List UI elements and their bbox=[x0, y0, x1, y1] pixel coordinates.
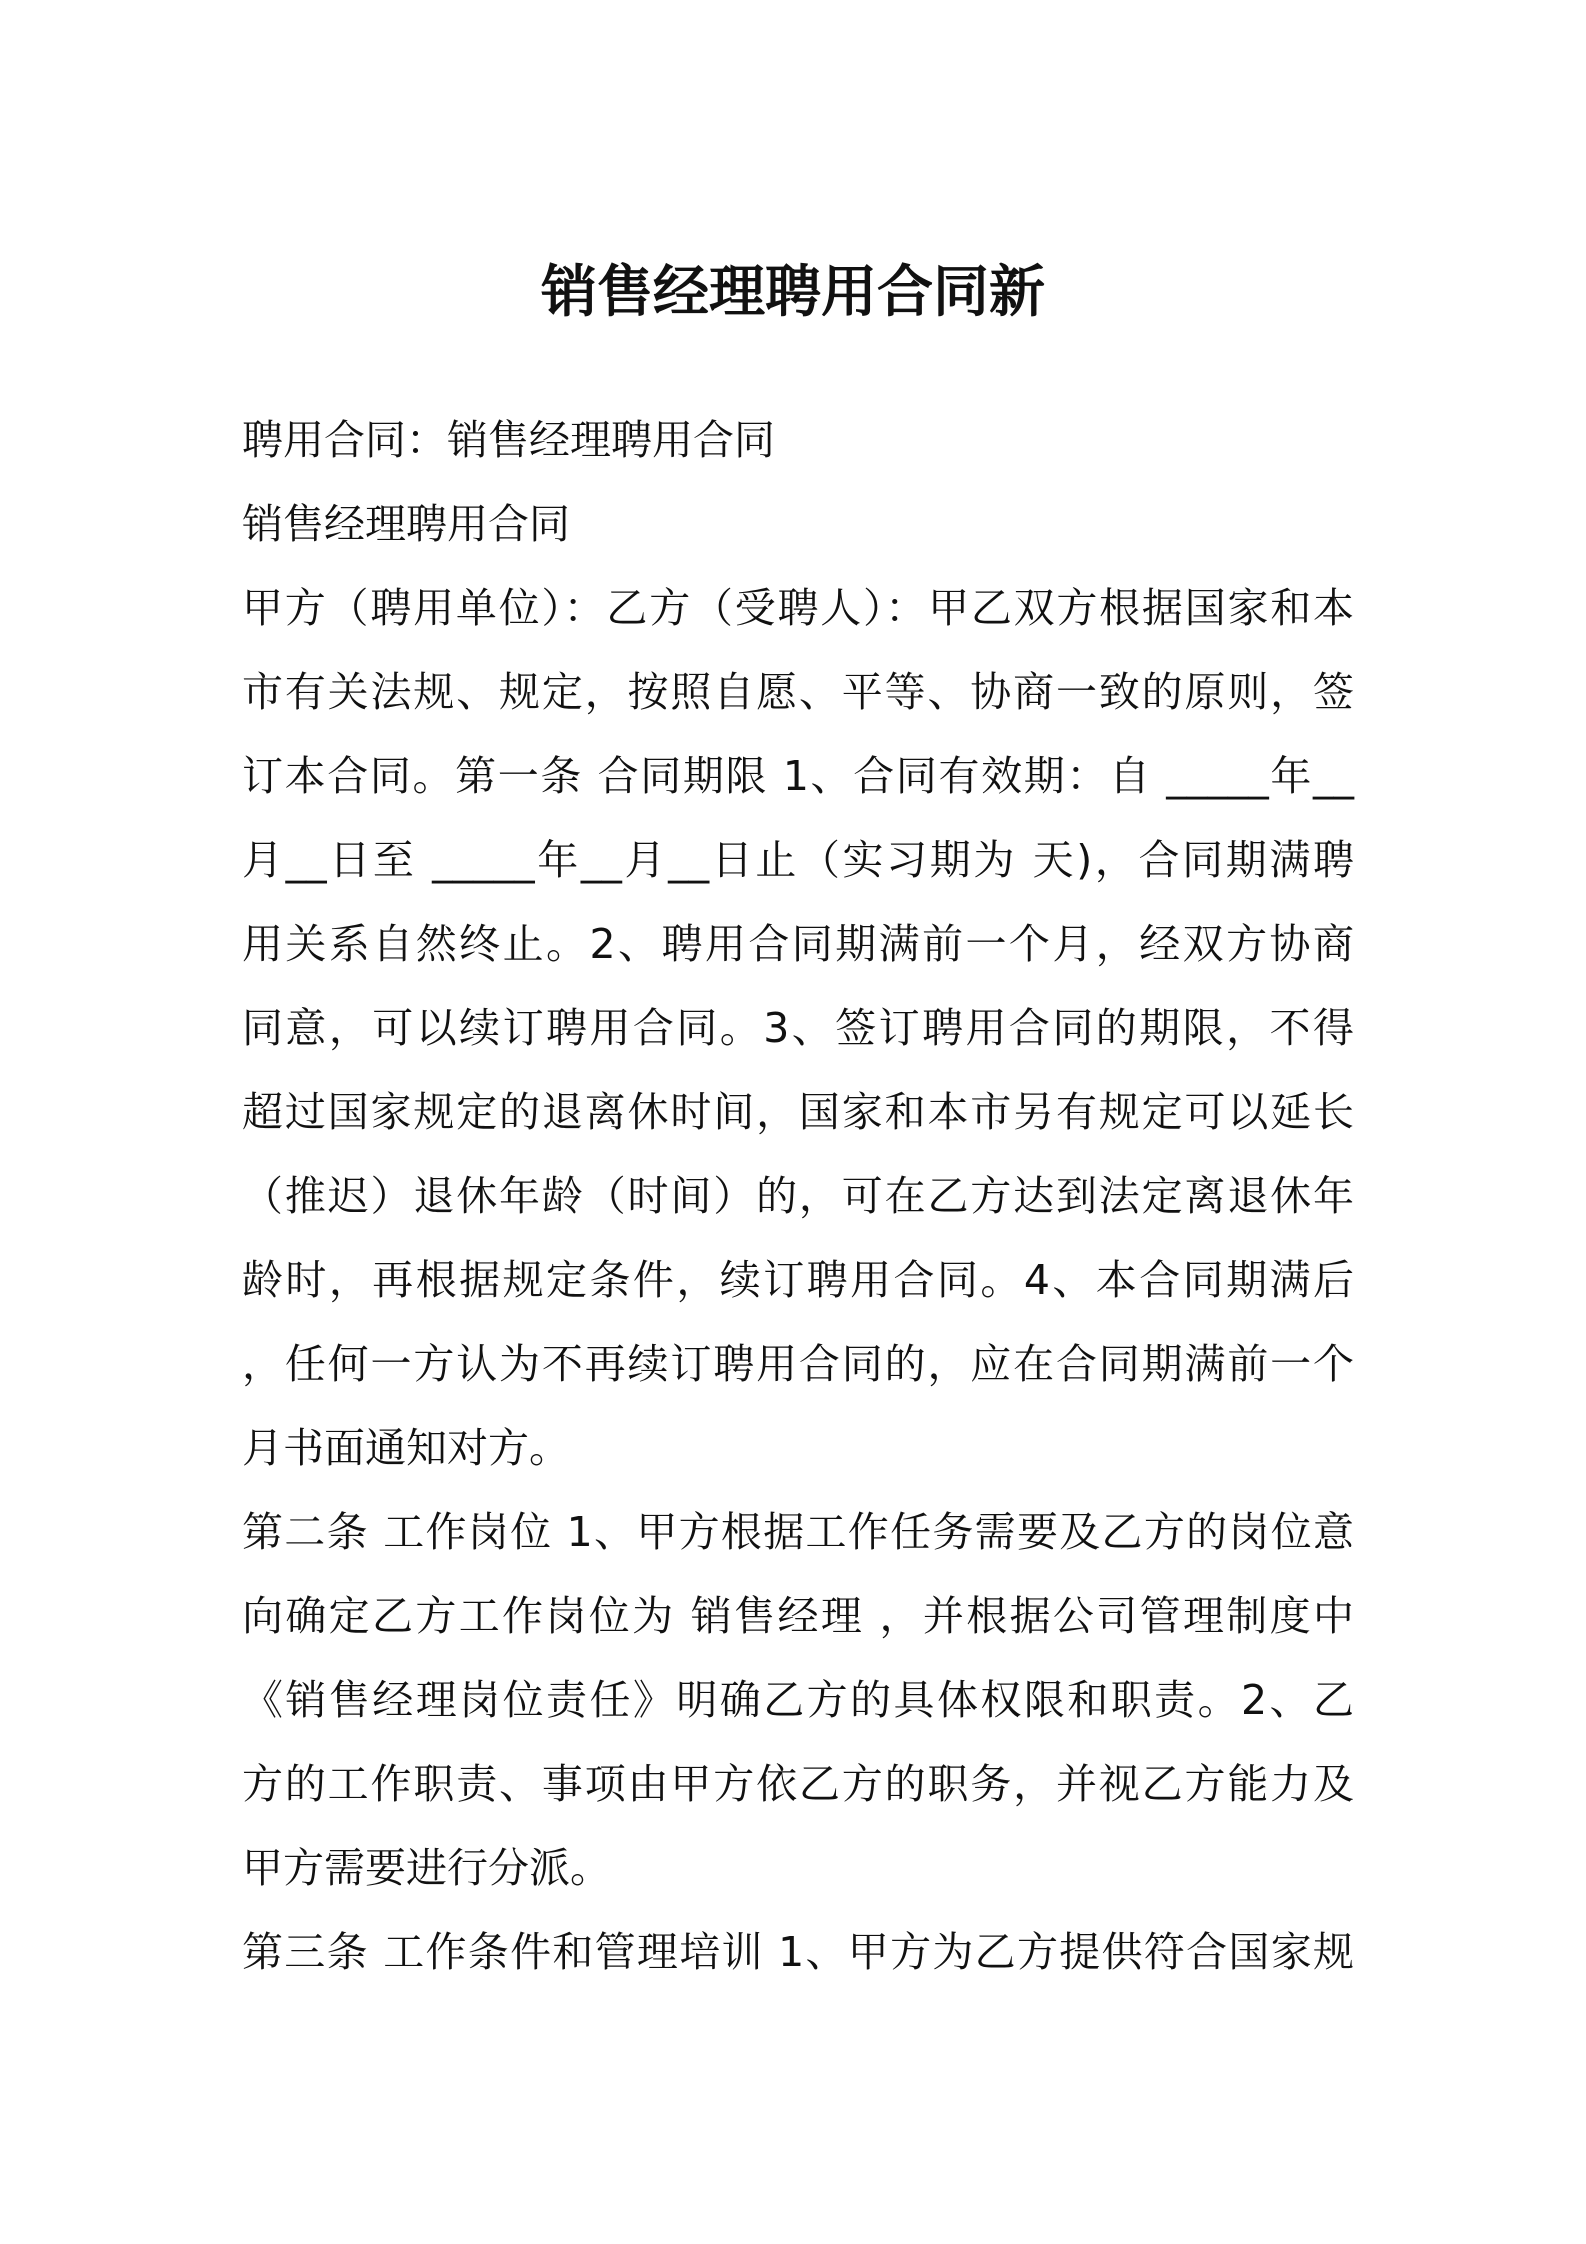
paragraph-parties-and-term bbox=[242, 566, 1354, 1490]
body-line: 订本合同。第一条 合同期限 1、合同有效期：自 _____年__ bbox=[242, 752, 1354, 800]
paragraph-contract-heading bbox=[242, 398, 1354, 482]
body-line: 龄时，再根据规定条件，续订聘用合同。4、本合同期满后 bbox=[242, 1256, 1354, 1304]
body-line: 用关系自然终止。2、聘用合同期满前一个月，经双方协商 bbox=[242, 920, 1354, 968]
body-line: 月__日至 _____年__月__日止（实习期为 天)，合同期满聘 bbox=[242, 836, 1354, 884]
body-line: 向确定乙方工作岗位为 销售经理 ，并根据公司管理制度中 bbox=[242, 1592, 1354, 1640]
body-line: ，任何一方认为不再续订聘用合同的，应在合同期满前一个 bbox=[242, 1340, 1354, 1388]
body-line: 甲方（聘用单位）：乙方（受聘人）：甲乙双方根据国家和本 bbox=[242, 584, 1354, 632]
body-line: 甲方需要进行分派。 bbox=[242, 1844, 611, 1892]
document-title: 销售经理聘用合同新 bbox=[541, 260, 1045, 325]
document-body bbox=[242, 398, 1354, 1994]
body-line: 月书面通知对方。 bbox=[242, 1424, 570, 1472]
body-line: 第二条 工作岗位 1、甲方根据工作任务需要及乙方的岗位意 bbox=[242, 1508, 1354, 1556]
body-line: 聘用合同：销售经理聘用合同 bbox=[242, 416, 775, 464]
body-line: 同意，可以续订聘用合同。3、签订聘用合同的期限，不得 bbox=[242, 1004, 1354, 1052]
body-line: （推迟）退休年龄（时间）的，可在乙方达到法定离退休年 bbox=[242, 1172, 1354, 1220]
body-line: 第三条 工作条件和管理培训 1、甲方为乙方提供符合国家规 bbox=[242, 1928, 1354, 1976]
body-line: 超过国家规定的退离休时间，国家和本市另有规定可以延长 bbox=[242, 1088, 1354, 1136]
body-line: 销售经理聘用合同 bbox=[242, 500, 570, 548]
body-line: 市有关法规、规定，按照自愿、平等、协商一致的原则，签 bbox=[242, 668, 1354, 716]
paragraph-article-three bbox=[242, 1910, 1354, 1994]
body-line: 方的工作职责、事项由甲方依乙方的职务，并视乙方能力及 bbox=[242, 1760, 1354, 1808]
body-line: 《销售经理岗位责任》明确乙方的具体权限和职责。2、乙 bbox=[242, 1676, 1354, 1724]
paragraph-article-two bbox=[242, 1490, 1354, 1910]
paragraph-contract-name bbox=[242, 482, 1354, 566]
